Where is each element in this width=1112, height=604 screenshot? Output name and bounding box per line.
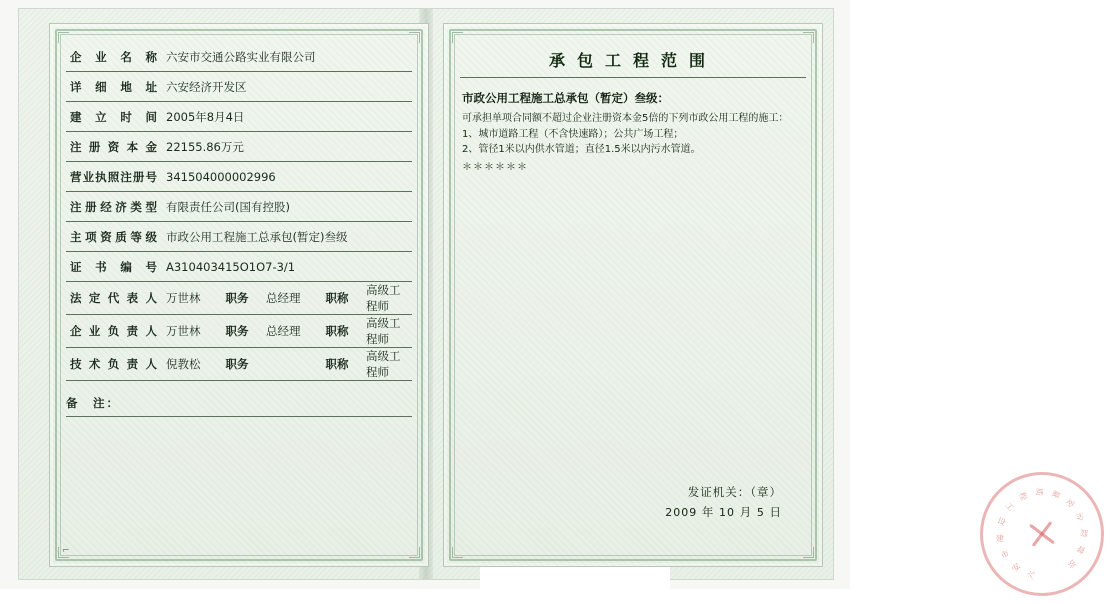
enterprise-info-table: [66, 42, 412, 381]
post-label: 职务: [212, 282, 262, 315]
remark-label: 备 注：: [66, 396, 120, 410]
scope-line: 2、管径1米以内供水管道；直径1.5米以内污水管道。: [462, 144, 701, 155]
person-name: 万世林: [162, 282, 212, 315]
table-row: [66, 315, 412, 348]
table-row: [66, 162, 412, 192]
issue-year-label: 年: [701, 505, 715, 519]
row-label: 技术负责人: [66, 348, 162, 381]
scope-line: 可承担单项合同额不超过企业注册资本金5倍的下列市政公用工程的施工：: [462, 113, 789, 124]
post-label: 职务: [212, 348, 262, 381]
seal-text: 六 安 市 建 设 工 程 质 量 安 全 监 督 站: [995, 487, 1089, 581]
scope-stars: ＊＊＊＊＊＊: [462, 161, 528, 173]
scope-line: 1、城市道路工程（不含快速路）；公共广场工程；: [462, 128, 684, 140]
issue-month: 10: [719, 506, 736, 519]
left-page-content: [66, 42, 412, 548]
table-row: [66, 222, 412, 252]
issue-day: 5: [756, 506, 765, 519]
row-value: 六安市交通公路实业有限公司: [162, 42, 412, 72]
issuer-label: 发证机关：（章）: [687, 485, 782, 499]
table-row: [66, 102, 412, 132]
right-page: [443, 23, 1089, 581]
row-value: 341504000002996: [162, 162, 412, 192]
row-label: 证书编号: [66, 252, 162, 282]
post-value: 总经理: [262, 315, 312, 348]
row-label: 注册资本金: [66, 132, 162, 162]
right-page-content: [460, 42, 1089, 581]
corner-ornament-icon: [409, 547, 420, 558]
post-value: [262, 348, 312, 381]
corner-ornament-icon: [803, 547, 814, 558]
post-label: 职务: [212, 315, 262, 348]
remark-rule: [66, 415, 412, 417]
table-row: [66, 72, 412, 102]
person-name: 倪教松: [162, 348, 212, 381]
table-row: [66, 252, 412, 282]
page-mark: ⌐: [62, 546, 70, 556]
row-label: 详细地址: [66, 72, 162, 102]
row-value: 22155.86万元: [162, 132, 412, 162]
official-seal: [972, 464, 1112, 604]
row-label: 法定代表人: [66, 282, 162, 315]
person-name: 万世林: [162, 315, 212, 348]
issue-date: [665, 504, 782, 520]
row-value: 有限责任公司(国有控股): [162, 192, 412, 222]
row-label: 注册经济类型: [66, 192, 162, 222]
corner-ornament-icon: [452, 547, 463, 558]
table-row: [66, 348, 412, 381]
table-row: [66, 132, 412, 162]
row-label: 企业负责人: [66, 315, 162, 348]
title-value: 高级工程师: [362, 315, 412, 348]
row-label: 营业执照注册号: [66, 162, 162, 192]
title-label: 职称: [312, 348, 362, 381]
issue-year: 2009: [665, 506, 698, 519]
scan-white-strip: [480, 567, 670, 589]
table-row: [66, 42, 412, 72]
title-value: 高级工程师: [362, 282, 412, 315]
post-value: 总经理: [262, 282, 312, 315]
row-value: 市政公用工程施工总承包(暂定)叁级: [162, 222, 412, 252]
issue-month-label: 月: [739, 505, 753, 519]
scope-body: [462, 111, 806, 175]
row-value: 六安经济开发区: [162, 72, 412, 102]
issue-day-label: 日: [769, 505, 782, 519]
row-value: 2005年8月4日: [162, 102, 412, 132]
table-row: [66, 192, 412, 222]
title-value: 高级工程师: [362, 348, 412, 381]
left-page: [49, 23, 429, 567]
row-label: 企业名称: [66, 42, 162, 72]
scope-title: 承包工程范围: [548, 51, 717, 70]
scope-heading: 市政公用工程施工总承包（暂定）叁级：: [462, 91, 669, 105]
row-label: 主项资质等级: [66, 222, 162, 252]
title-label: 职称: [312, 315, 362, 348]
scope-title-rule: [460, 77, 806, 78]
row-label: 建立时间: [66, 102, 162, 132]
table-row: [66, 282, 412, 315]
certificate-spread: [18, 8, 1089, 581]
row-value: A310403415O1O7-3/1: [162, 252, 412, 282]
title-label: 职称: [312, 282, 362, 315]
